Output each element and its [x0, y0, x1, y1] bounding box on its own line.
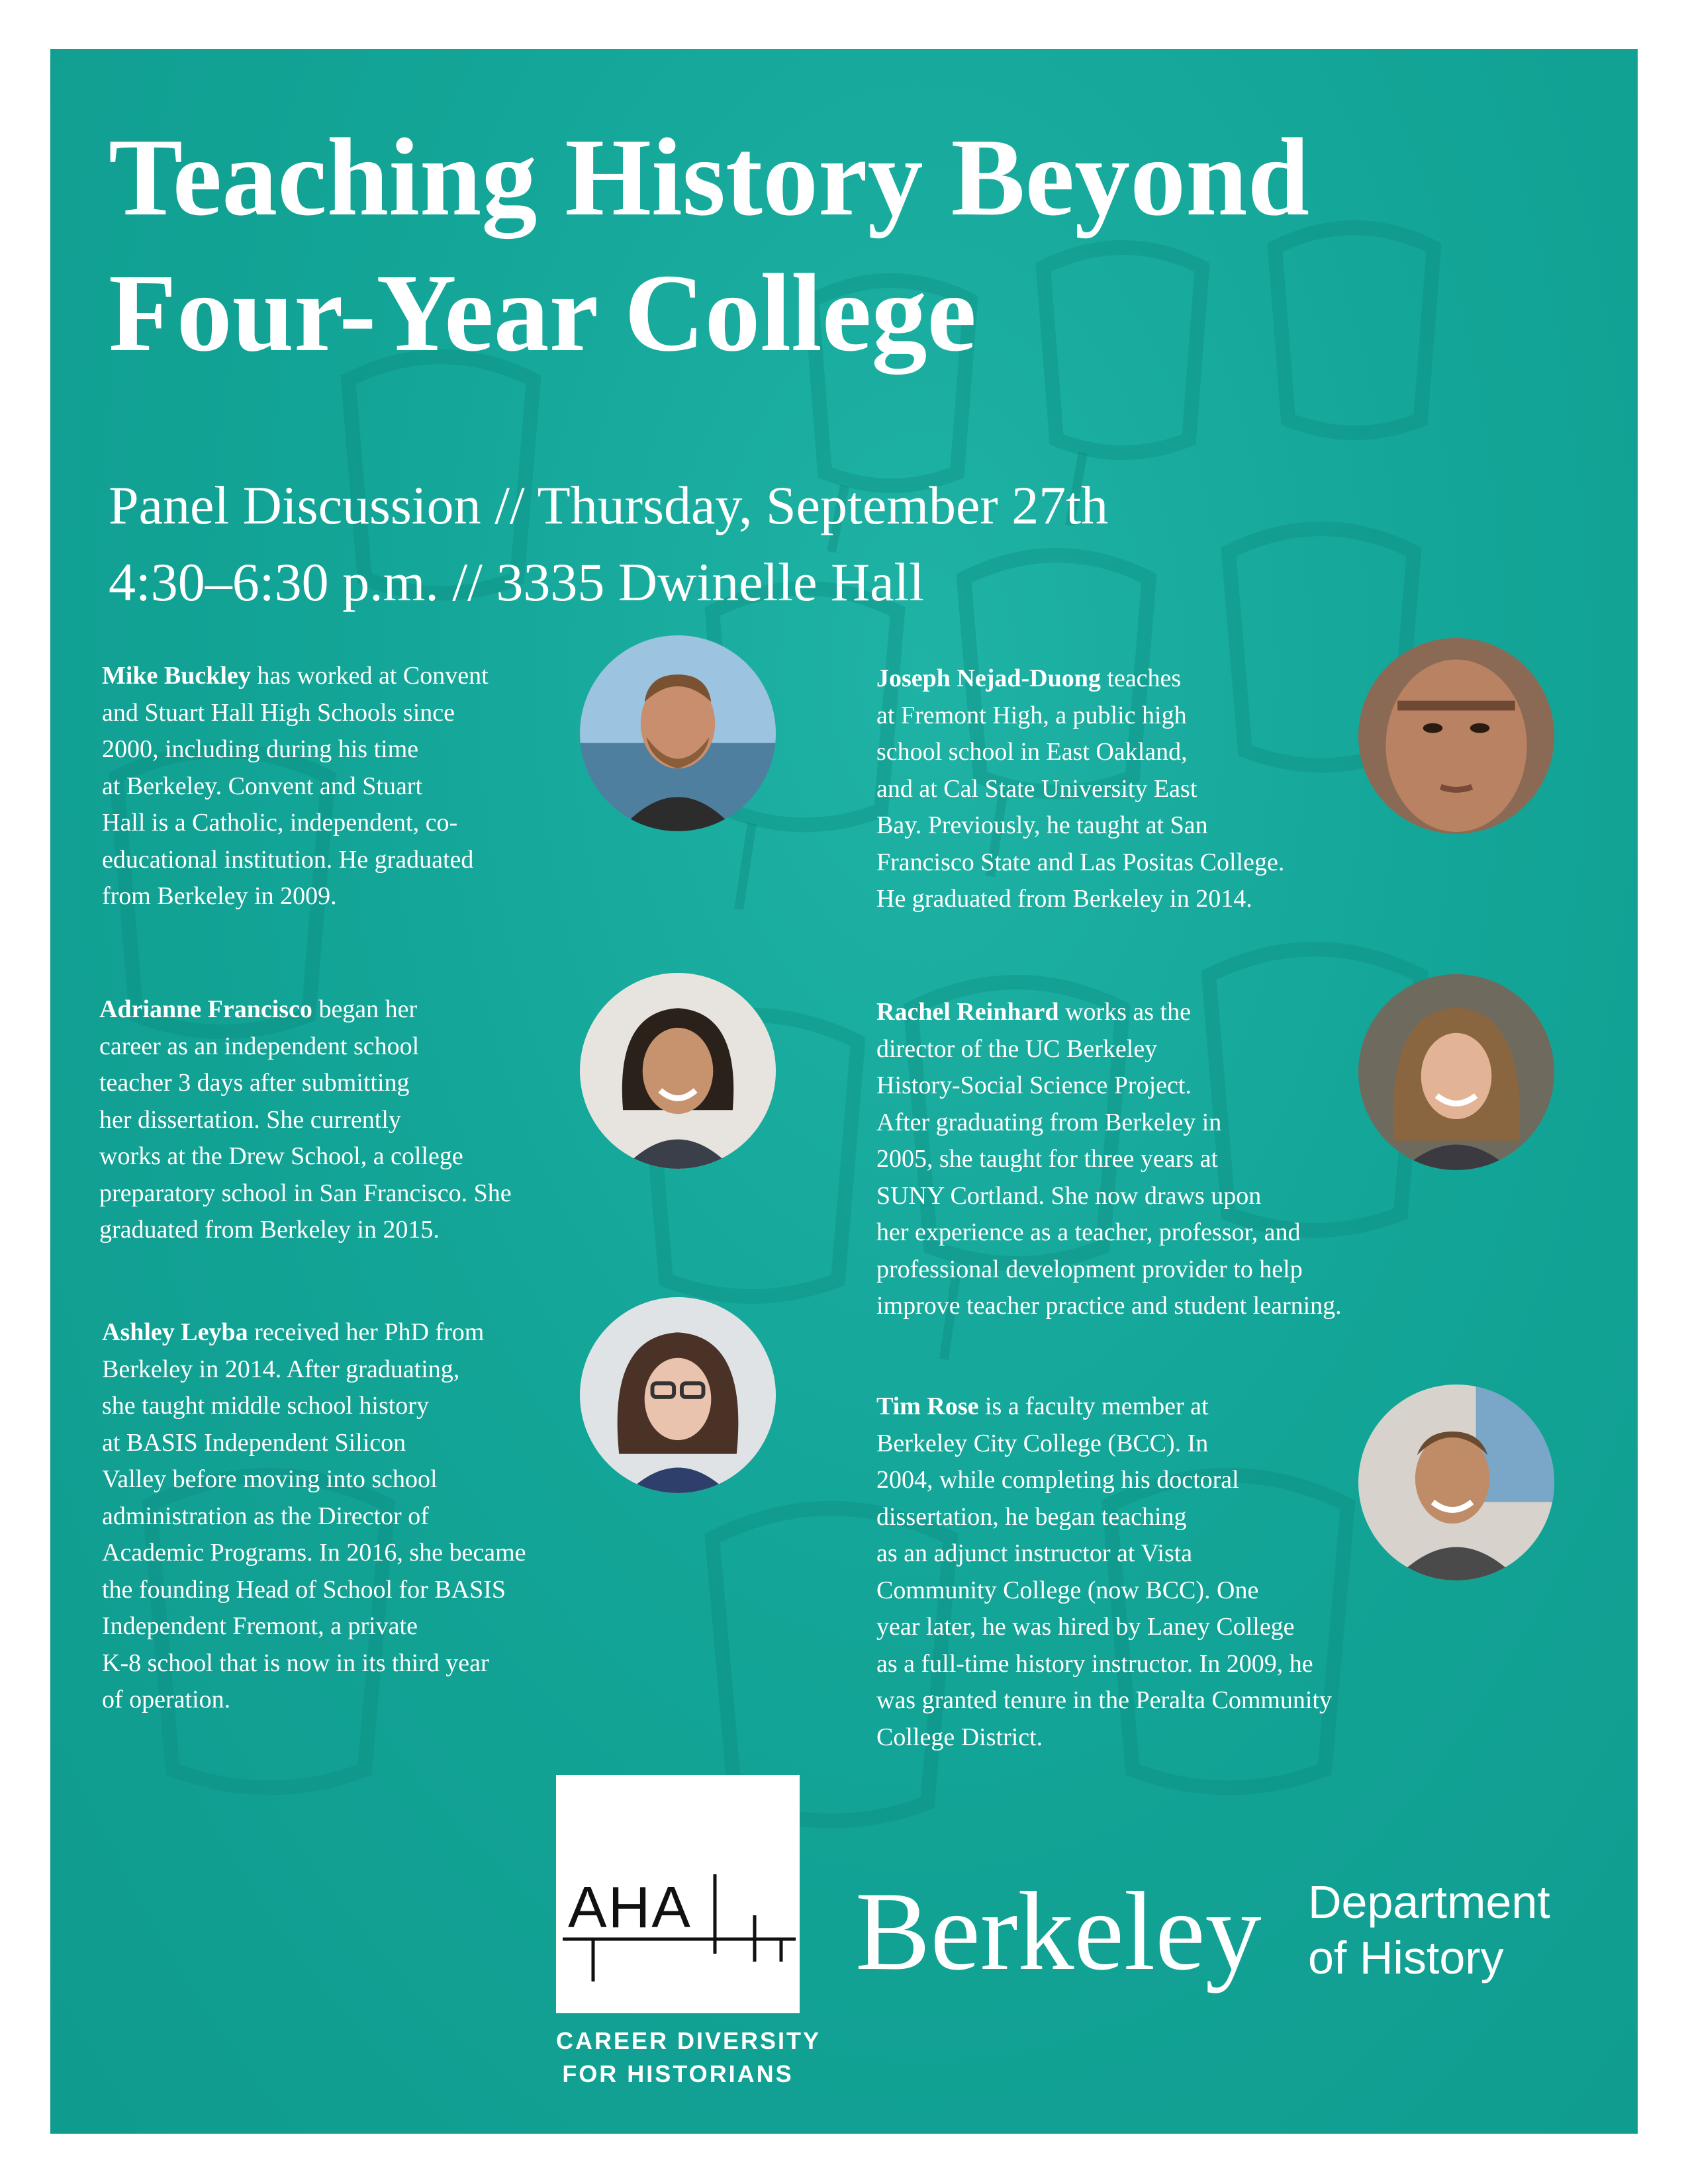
bio-line: was granted tenure in the Peralta Community — [876, 1686, 1333, 1714]
panelist-bio-adrianne-francisco — [99, 991, 512, 1249]
panelist-bio-mike-buckley — [102, 658, 489, 915]
bio-line: Tim Rose is a faculty member at — [876, 1392, 1209, 1420]
bio-line: After graduating from Berkeley in — [876, 1108, 1222, 1136]
bio-line: Valley before moving into school — [102, 1465, 438, 1493]
bio-line: graduated from Berkeley in 2015. — [99, 1216, 440, 1244]
title-line-1: Teaching History Beyond — [109, 116, 1310, 239]
bio-line: she taught middle school history — [102, 1392, 429, 1420]
panelist-name: Joseph Nejad-Duong — [876, 664, 1101, 692]
bio-line: 2004, while completing his doctoral — [876, 1466, 1239, 1494]
portrait-joseph-nejad-duong — [1358, 638, 1554, 834]
event-date-line: Panel Discussion // Thursday, September 27th — [109, 475, 1108, 535]
bio-line: preparatory school in San Francisco. She — [99, 1179, 512, 1207]
department-name-line-2: of History — [1308, 1932, 1504, 1983]
bio-line: school school in East Oakland, — [876, 738, 1188, 766]
title-line-2: Four-Year College — [109, 251, 976, 375]
bio-line: and at Cal State University East — [876, 774, 1197, 803]
panelist-name: Adrianne Francisco — [99, 995, 312, 1023]
bio-line: as an adjunct instructor at Vista — [876, 1539, 1193, 1567]
panelist-name: Ashley Leyba — [102, 1318, 248, 1346]
bio-line: the founding Head of School for BASIS — [102, 1575, 506, 1604]
bio-line: her dissertation. She currently — [99, 1105, 401, 1134]
bio-line: K-8 school that is now in its third year — [102, 1649, 489, 1677]
bio-line: SUNY Cortland. She now draws upon — [876, 1181, 1262, 1210]
bio-line: career as an independent school — [99, 1032, 420, 1060]
portrait-tim-rose — [1358, 1385, 1554, 1580]
panelist-name: Tim Rose — [876, 1392, 979, 1420]
poster-title — [109, 110, 1605, 381]
panelist-name: Rachel Reinhard — [876, 998, 1059, 1026]
bio-line: as a full-time history instructor. In 2009, he — [876, 1649, 1313, 1678]
event-poster — [50, 49, 1638, 2134]
panelist-bio-ashley-leyba — [102, 1314, 526, 1719]
bio-line: of operation. — [102, 1686, 231, 1713]
bio-line: Berkeley City College (BCC). In — [876, 1429, 1209, 1457]
bio-line: Mike Buckley has worked at Convent — [102, 662, 489, 690]
bio-line: and Stuart Hall High Schools since — [102, 698, 455, 727]
bio-line: administration as the Director of — [102, 1502, 429, 1530]
bio-line: at Berkeley. Convent and Stuart — [102, 772, 423, 800]
bio-line: Rachel Reinhard works as the — [876, 998, 1191, 1026]
bio-line: improve teacher practice and student learning. — [876, 1292, 1342, 1320]
panelist-name: Mike Buckley — [102, 662, 251, 690]
portrait-mike-buckley — [580, 635, 776, 831]
aha-logo — [556, 1775, 800, 2013]
bio-line: Independent Fremont, a private — [102, 1612, 418, 1640]
bio-line: at BASIS Independent Silicon — [102, 1428, 406, 1457]
aha-tagline-line-1: CAREER DIVERSITY — [556, 2027, 821, 2054]
bio-line: Hall is a Catholic, independent, co- — [102, 809, 458, 837]
bio-line: teacher 3 days after submitting — [99, 1069, 410, 1097]
bio-line: Ashley Leyba received her PhD from — [102, 1318, 485, 1346]
aha-logo-mark — [556, 1775, 800, 2013]
event-time-location-line: 4:30–6:30 p.m. // 3335 Dwinelle Hall — [109, 552, 925, 612]
bio-line: educational institution. He graduated — [102, 845, 474, 874]
bio-line: year later, he was hired by Laney College — [876, 1613, 1295, 1641]
panelist-bio-rachel-reinhard — [876, 994, 1342, 1325]
bio-line: director of the UC Berkeley — [876, 1034, 1158, 1063]
panelist-bio-tim-rose — [876, 1388, 1332, 1756]
bio-line: Francisco State and Las Positas College. — [876, 848, 1285, 876]
panelist-bio-joseph-nejad-duong — [876, 660, 1284, 918]
aha-logo-wordmark: AHA — [568, 1874, 692, 1940]
bio-line: Berkeley in 2014. After graduating, — [102, 1355, 460, 1383]
bio-line: from Berkeley in 2009. — [102, 882, 337, 910]
department-name-line-1: Department — [1308, 1876, 1550, 1928]
bio-line: Academic Programs. In 2016, she became — [102, 1539, 526, 1567]
bio-line: at Fremont High, a public high — [876, 701, 1187, 729]
bio-line: works at the Drew School, a college — [99, 1142, 463, 1170]
aha-tagline-line-2: FOR HISTORIANS — [562, 2060, 794, 2087]
berkeley-wordmark: Berkeley — [855, 1869, 1262, 1993]
bio-line: College District. — [876, 1723, 1043, 1751]
bio-line: Adrianne Francisco began her — [99, 995, 418, 1023]
bio-line: professional development provider to help — [876, 1255, 1303, 1283]
portrait-rachel-reinhard — [1358, 974, 1554, 1170]
bio-line: dissertation, he began teaching — [876, 1502, 1187, 1531]
bio-line: He graduated from Berkeley in 2014. — [876, 885, 1252, 913]
bio-line: 2000, including during his time — [102, 735, 419, 763]
bio-line: Joseph Nejad-Duong teaches — [876, 664, 1182, 692]
bio-line: History-Social Science Project. — [876, 1071, 1192, 1099]
bio-line: Bay. Previously, he taught at San — [876, 811, 1208, 839]
portrait-adrianne-francisco — [580, 973, 776, 1169]
bio-line: 2005, she taught for three years at — [876, 1145, 1218, 1173]
portrait-ashley-leyba — [580, 1297, 776, 1493]
bio-line: her experience as a teacher, professor, and — [876, 1218, 1301, 1246]
bio-line: Community College (now BCC). One — [876, 1576, 1259, 1604]
